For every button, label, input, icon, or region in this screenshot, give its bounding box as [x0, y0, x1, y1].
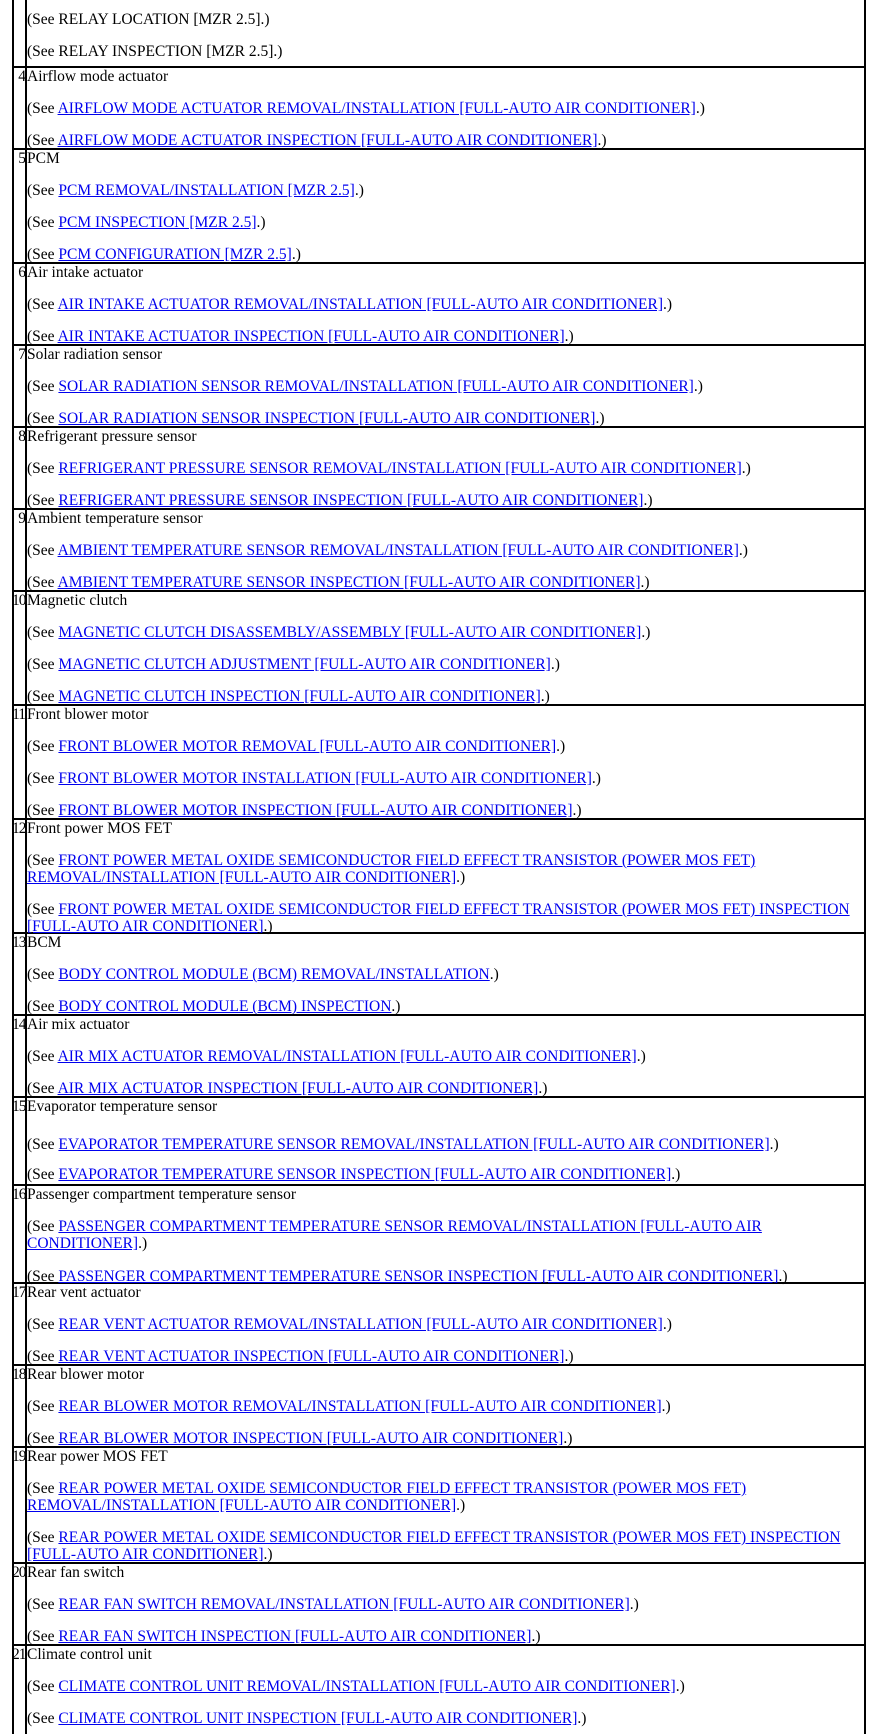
see-suffix: .) [256, 214, 266, 231]
reference-line [27, 770, 853, 787]
reference-line [27, 852, 853, 886]
reference-line [27, 688, 853, 705]
see-prefix: (See [27, 574, 58, 591]
reference-line [27, 1218, 853, 1252]
see-prefix: (See [27, 1316, 59, 1333]
see-prefix: (See [27, 328, 58, 345]
procedure-link[interactable]: BODY CONTROL MODULE (BCM) REMOVAL/INSTALLATION [58, 966, 490, 983]
see-prefix: (See [27, 1430, 59, 1447]
component-name: Rear vent actuator [27, 1284, 141, 1301]
see-suffix: .) [556, 738, 566, 755]
component-name: Magnetic clutch [27, 592, 128, 609]
see-prefix: (See [27, 182, 59, 199]
procedure-link[interactable]: AMBIENT TEMPERATURE SENSOR REMOVAL/INSTALLATION [FULL-AUTO AIR CONDITIONER] [57, 542, 739, 559]
component-name: Climate control unit [27, 1646, 152, 1663]
reference-line [27, 738, 853, 755]
see-prefix: (See [27, 378, 59, 395]
see-suffix: .) [263, 918, 273, 935]
table-right-border [864, 0, 866, 1734]
procedure-link[interactable]: FRONT POWER METAL OXIDE SEMICONDUCTOR FIELD EFFECT TRANSISTOR (POWER MOS FET) INSPECTION [FULL-AUTO AIR CONDITIONER] [27, 901, 850, 935]
reference-text: (See RELAY LOCATION [MZR 2.5].) [27, 11, 270, 28]
reference-line [27, 410, 853, 427]
see-prefix: (See [27, 770, 59, 787]
row-number: 16 [12, 1186, 26, 1203]
reference-line [27, 1430, 853, 1447]
procedure-link[interactable]: PCM INSPECTION [MZR 2.5] [58, 214, 257, 231]
see-suffix: .) [629, 1596, 639, 1613]
see-suffix: .) [671, 1166, 681, 1183]
component-name: Air mix actuator [27, 1016, 130, 1033]
row-number: 17 [12, 1284, 26, 1301]
see-suffix: .) [695, 100, 705, 117]
reference-line [27, 1628, 853, 1645]
row-number: 15 [12, 1098, 26, 1115]
row-number: 8 [18, 428, 25, 445]
row-number: 20 [12, 1564, 26, 1581]
procedure-link[interactable]: AMBIENT TEMPERATURE SENSOR INSPECTION [FULL-AUTO AIR CONDITIONER] [57, 574, 641, 591]
see-suffix: .) [538, 1080, 548, 1097]
reference-line [27, 966, 853, 983]
reference-line [27, 1166, 853, 1183]
see-prefix: (See [27, 1048, 58, 1065]
see-suffix: .) [456, 869, 466, 886]
procedure-link[interactable]: REAR POWER METAL OXIDE SEMICONDUCTOR FIELD EFFECT TRANSISTOR (POWER MOS FET) INSPECTION [FULL-AUTO AIR CONDITIONER] [27, 1529, 841, 1563]
reference-line [27, 1398, 853, 1415]
procedure-link[interactable]: REAR BLOWER MOTOR INSPECTION [FULL-AUTO AIR CONDITIONER] [58, 1430, 564, 1447]
see-prefix: (See [27, 1596, 59, 1613]
row-number: 21 [12, 1646, 26, 1663]
row-number: 10 [12, 592, 26, 609]
see-prefix: (See [27, 1136, 59, 1153]
procedure-link[interactable]: SOLAR RADIATION SENSOR REMOVAL/INSTALLATION [FULL-AUTO AIR CONDITIONER] [58, 378, 694, 395]
procedure-link[interactable]: PCM CONFIGURATION [MZR 2.5] [58, 246, 292, 263]
component-name: Front blower motor [27, 706, 149, 723]
row-number: 9 [18, 510, 25, 527]
see-prefix: (See [27, 624, 59, 641]
component-name: Air intake actuator [27, 264, 144, 281]
component-name: Rear fan switch [27, 1564, 125, 1581]
reference-line [27, 624, 853, 641]
procedure-link[interactable]: FRONT POWER METAL OXIDE SEMICONDUCTOR FIELD EFFECT TRANSISTOR (POWER MOS FET) REMOVAL/INSTALLATION [FULL-AUTO AIR CONDITIONER] [27, 852, 756, 886]
see-suffix: .) [591, 770, 601, 787]
reference-line [27, 1316, 853, 1333]
row-number: 14 [12, 1016, 26, 1033]
procedure-link[interactable]: SOLAR RADIATION SENSOR INSPECTION [FULL-AUTO AIR CONDITIONER] [58, 410, 596, 427]
row-number: 4 [18, 68, 25, 85]
procedure-link[interactable]: PCM REMOVAL/INSTALLATION [MZR 2.5] [58, 182, 355, 199]
see-prefix: (See [27, 1080, 58, 1097]
see-prefix: (See [27, 460, 59, 477]
see-prefix: (See [27, 100, 58, 117]
reference-text: (See RELAY INSPECTION [MZR 2.5].) [27, 43, 283, 60]
component-name: BCM [27, 934, 62, 951]
procedure-link[interactable]: REFRIGERANT PRESSURE SENSOR INSPECTION [FULL-AUTO AIR CONDITIONER] [58, 492, 644, 509]
component-name: Evaporator temperature sensor [27, 1098, 218, 1115]
see-prefix: (See [27, 1628, 59, 1645]
row-number: 6 [18, 264, 25, 281]
see-suffix: .) [531, 1628, 541, 1645]
see-prefix: (See [27, 132, 58, 149]
see-prefix: (See [27, 1480, 59, 1497]
see-prefix: (See [27, 296, 58, 313]
procedure-link[interactable]: REFRIGERANT PRESSURE SENSOR REMOVAL/INSTALLATION [FULL-AUTO AIR CONDITIONER] [58, 460, 742, 477]
procedure-link[interactable]: REAR POWER METAL OXIDE SEMICONDUCTOR FIELD EFFECT TRANSISTOR (POWER MOS FET) REMOVAL/INSTALLATION [FULL-AUTO AIR CONDITIONER] [27, 1480, 747, 1514]
see-prefix: (See [27, 214, 59, 231]
procedure-link[interactable]: AIRFLOW MODE ACTUATOR REMOVAL/INSTALLATION [FULL-AUTO AIR CONDITIONER] [57, 100, 696, 117]
component-name: Rear blower motor [27, 1366, 145, 1383]
procedure-link[interactable]: CLIMATE CONTROL UNIT INSPECTION [FULL-AUTO AIR CONDITIONER] [58, 1710, 578, 1727]
procedure-link[interactable]: FRONT BLOWER MOTOR REMOVAL [FULL-AUTO AIR CONDITIONER] [58, 738, 557, 755]
reference-line [27, 998, 853, 1015]
see-prefix: (See [27, 738, 59, 755]
see-prefix: (See [27, 852, 59, 869]
see-suffix: .) [563, 1430, 573, 1447]
reference-line [27, 378, 853, 395]
see-prefix: (See [27, 901, 59, 918]
procedure-link[interactable]: REAR BLOWER MOTOR REMOVAL/INSTALLATION [FULL-AUTO AIR CONDITIONER] [58, 1398, 662, 1415]
reference-line [27, 328, 853, 345]
see-suffix: .) [663, 296, 673, 313]
see-suffix: .) [564, 1348, 574, 1365]
see-suffix: .) [263, 1546, 273, 1563]
reference-line [27, 1710, 853, 1727]
see-suffix: .) [643, 492, 653, 509]
row-number: 12 [12, 820, 26, 837]
procedure-link[interactable]: AIR INTAKE ACTUATOR REMOVAL/INSTALLATION [FULL-AUTO AIR CONDITIONER] [57, 296, 663, 313]
reference-line [27, 132, 853, 149]
see-prefix: (See [27, 1710, 59, 1727]
see-suffix: .) [738, 542, 748, 559]
see-suffix: .) [572, 802, 582, 819]
see-prefix: (See [27, 1218, 59, 1235]
row-number: 13 [12, 934, 26, 951]
procedure-link[interactable]: MAGNETIC CLUTCH DISASSEMBLY/ASSEMBLY [FULL-AUTO AIR CONDITIONER] [58, 624, 642, 641]
see-prefix: (See [27, 1678, 59, 1695]
reference-line [27, 296, 853, 313]
component-name: Passenger compartment temperature sensor [27, 1186, 297, 1203]
procedure-link[interactable]: AIR MIX ACTUATOR REMOVAL/INSTALLATION [FULL-AUTO AIR CONDITIONER] [57, 1048, 637, 1065]
reference-line [27, 802, 853, 819]
see-prefix: (See [27, 1268, 59, 1285]
row-number: 19 [12, 1448, 26, 1465]
component-name: Ambient temperature sensor [27, 510, 203, 527]
component-name: Airflow mode actuator [27, 68, 169, 85]
reference-line [27, 1480, 853, 1514]
reference-line [27, 492, 853, 509]
see-suffix: .) [769, 1136, 779, 1153]
see-prefix: (See [27, 998, 59, 1015]
see-prefix: (See [27, 688, 59, 705]
see-suffix: .) [540, 688, 550, 705]
see-suffix: .) [595, 410, 605, 427]
procedure-link[interactable]: MAGNETIC CLUTCH ADJUSTMENT [FULL-AUTO AIR CONDITIONER] [58, 656, 551, 673]
component-name: Solar radiation sensor [27, 346, 163, 363]
procedure-link[interactable]: PASSENGER COMPARTMENT TEMPERATURE SENSOR REMOVAL/INSTALLATION [FULL-AUTO AIR CONDITIONER] [27, 1218, 762, 1252]
see-prefix: (See [27, 410, 59, 427]
see-suffix: .) [693, 378, 703, 395]
reference-line [27, 574, 853, 591]
procedure-link[interactable]: EVAPORATOR TEMPERATURE SENSOR REMOVAL/INSTALLATION [FULL-AUTO AIR CONDITIONER] [58, 1136, 770, 1153]
see-prefix: (See [27, 1348, 59, 1365]
reference-line [27, 542, 853, 559]
reference-line [27, 1268, 853, 1285]
component-name: PCM [27, 150, 60, 167]
table-left-border [12, 0, 14, 1734]
see-prefix: (See [27, 966, 59, 983]
reference-line [27, 182, 853, 199]
see-prefix: (See [27, 246, 59, 263]
reference-line [27, 1080, 853, 1097]
component-name: Rear power MOS FET [27, 1448, 168, 1465]
see-prefix: (See [27, 1166, 59, 1183]
reference-line [27, 1048, 853, 1065]
row-number: 5 [18, 150, 25, 167]
see-suffix: .) [456, 1497, 466, 1514]
procedure-link[interactable]: BODY CONTROL MODULE (BCM) INSPECTION [58, 998, 392, 1015]
see-suffix: .) [641, 624, 651, 641]
see-suffix: .) [597, 132, 607, 149]
see-suffix: .) [741, 460, 751, 477]
see-prefix: (See [27, 656, 59, 673]
procedure-link[interactable]: REAR VENT ACTUATOR REMOVAL/INSTALLATION [FULL-AUTO AIR CONDITIONER] [58, 1316, 663, 1333]
procedure-link[interactable]: MAGNETIC CLUTCH INSPECTION [FULL-AUTO AIR CONDITIONER] [58, 688, 541, 705]
reference-line [27, 1596, 853, 1613]
see-prefix: (See [27, 492, 59, 509]
reference-line [27, 246, 853, 263]
procedure-link[interactable]: PASSENGER COMPARTMENT TEMPERATURE SENSOR INSPECTION [FULL-AUTO AIR CONDITIONER] [58, 1268, 779, 1285]
procedure-link[interactable]: FRONT BLOWER MOTOR INSPECTION [FULL-AUTO AIR CONDITIONER] [58, 802, 573, 819]
see-suffix: .) [577, 1710, 587, 1727]
see-prefix: (See [27, 542, 58, 559]
procedure-link[interactable]: AIRFLOW MODE ACTUATOR INSPECTION [FULL-AUTO AIR CONDITIONER] [57, 132, 598, 149]
see-suffix: .) [291, 246, 301, 263]
see-suffix: .) [550, 656, 560, 673]
procedure-link[interactable]: REAR FAN SWITCH INSPECTION [FULL-AUTO AIR CONDITIONER] [58, 1628, 532, 1645]
see-suffix: .) [354, 182, 364, 199]
row-number: 18 [12, 1366, 26, 1383]
see-suffix: .) [138, 1235, 148, 1252]
reference-line [27, 100, 853, 117]
see-suffix: .) [661, 1398, 671, 1415]
see-prefix: (See [27, 1398, 59, 1415]
see-prefix: (See [27, 1529, 59, 1546]
component-name: Front power MOS FET [27, 820, 173, 837]
row-number: 7 [18, 346, 25, 363]
see-suffix: .) [640, 574, 650, 591]
see-suffix: .) [778, 1268, 788, 1285]
procedure-link[interactable]: REAR VENT ACTUATOR INSPECTION [FULL-AUTO AIR CONDITIONER] [58, 1348, 565, 1365]
reference-line [27, 460, 853, 477]
procedure-link[interactable]: AIR INTAKE ACTUATOR INSPECTION [FULL-AUTO AIR CONDITIONER] [57, 328, 565, 345]
reference-line [27, 656, 853, 673]
procedure-link[interactable]: CLIMATE CONTROL UNIT REMOVAL/INSTALLATION [FULL-AUTO AIR CONDITIONER] [58, 1678, 676, 1695]
procedure-link[interactable]: AIR MIX ACTUATOR INSPECTION [FULL-AUTO AIR CONDITIONER] [57, 1080, 539, 1097]
reference-line [27, 1348, 853, 1365]
reference-line [27, 1136, 853, 1153]
see-prefix: (See [27, 802, 59, 819]
reference-line [27, 901, 853, 935]
see-suffix: .) [489, 966, 499, 983]
procedure-link[interactable]: FRONT BLOWER MOTOR INSTALLATION [FULL-AUTO AIR CONDITIONER] [58, 770, 592, 787]
component-name: Refrigerant pressure sensor [27, 428, 197, 445]
procedure-link[interactable]: REAR FAN SWITCH REMOVAL/INSTALLATION [FULL-AUTO AIR CONDITIONER] [58, 1596, 630, 1613]
see-suffix: .) [564, 328, 574, 345]
see-suffix: .) [636, 1048, 646, 1065]
row-number: 11 [12, 706, 25, 723]
see-suffix: .) [391, 998, 401, 1015]
reference-line [27, 1678, 853, 1695]
reference-line [27, 1529, 853, 1563]
see-suffix: .) [662, 1316, 672, 1333]
reference-line [27, 214, 853, 231]
procedure-link[interactable]: EVAPORATOR TEMPERATURE SENSOR INSPECTION [FULL-AUTO AIR CONDITIONER] [58, 1166, 672, 1183]
see-suffix: .) [675, 1678, 685, 1695]
